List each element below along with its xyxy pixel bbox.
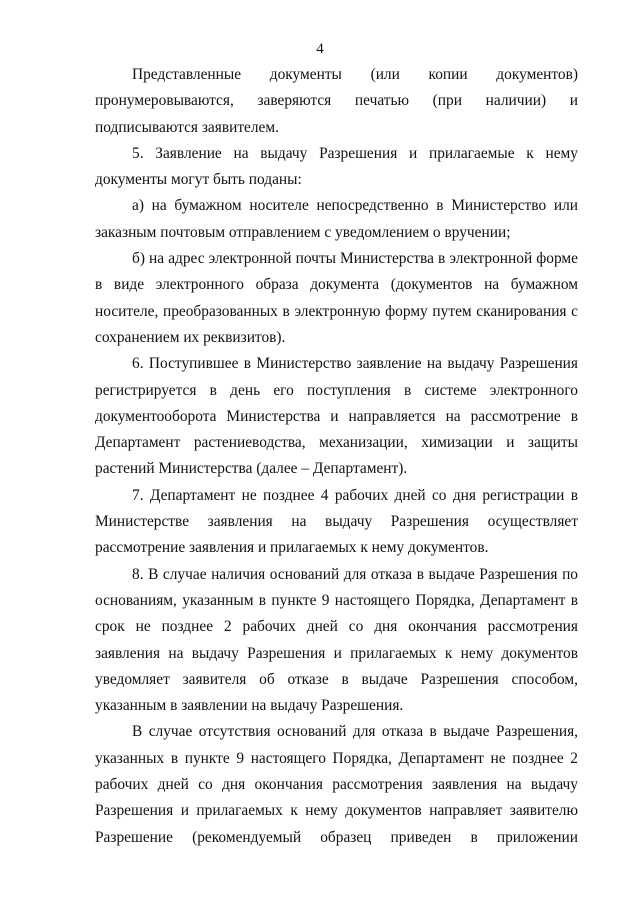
paragraph-5b-electronic: б) на адрес электронной почты Министерства в электронной форме в виде электронного образа документа (документов на бумажном носителе, преобразованных в электронную форму путем сканирования с сохранением их реквизитов).: [95, 250, 578, 346]
paragraph-7-review: 7. Департамент не позднее 4 рабочих дней со дня регистрации в Министерстве заявления на выдачу Разрешения осуществляет рассмотрение заявления и прилагаемых к нему документов.: [95, 486, 578, 557]
paragraph-5a-paper: а) на бумажном носителе непосредственно в Министерство или заказным почтовым отправлением с уведомлением о вручении;: [95, 197, 578, 241]
paragraph-5-submission: 5. Заявление на выдачу Разрешения и прилагаемые к нему документы могут быть поданы:: [95, 144, 578, 189]
page-number: 4: [316, 41, 324, 57]
paragraph-8-issuance: В случае отсутствия оснований для отказа в выдаче Разрешения, указанных в пункте 9 настоящего Порядка, Департамент не позднее 2 рабочих дней со дня окончания рассмотрения заявления на выдачу Разрешения и прилагаемых к нему документов направляет заявителю Разрешение (рекомендуемый образец приведен в приложении: [95, 723, 578, 846]
document-body: [95, 62, 578, 851]
paragraph-documents-certification: Представленные документы (или копии документов) пронумеровываются, заверяются печатью (при наличии) и подписываются заявителем.: [95, 66, 578, 136]
paragraph-8-refusal: 8. В случае наличия оснований для отказа в выдаче Разрешения по основаниям, указанным в пункте 9 настоящего Порядка, Департамент в срок не позднее 2 рабочих дней со дня окончания рассмотрения заявления на выдачу Разрешения и прилагаемых к нему документов уведомляет заявителя об отказе в выдаче Разрешения способом, указанным в заявлении на выдачу Разрешения.: [95, 565, 578, 715]
paragraph-6-registration: 6. Поступившее в Министерство заявление на выдачу Разрешения регистрируется в день его поступления в системе электронного документооборота Министерства и направляется на рассмотрение в Департамент растениеводства, механизации, химизации и защиты растений Министерства (далее – Департамент).: [95, 355, 578, 478]
